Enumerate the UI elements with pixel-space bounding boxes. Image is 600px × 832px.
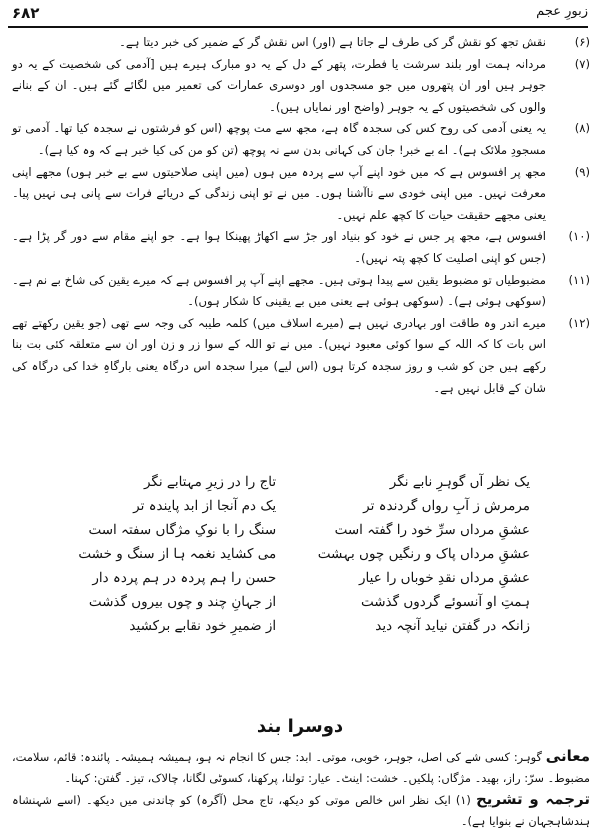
note-text: مردانہ ہمت اور بلند سرشت یا فطرت، پتھر کے دل کے یہ دو مبارک ہیرے ہیں [آدمی کی شخصیت کے یہ دو جوہر ہیں اور ان پتھروں میں جو مسجدوں اور دوسری عمارات کی تعمیر میں لگائے گئے ہیں۔ ان کے بنانے والوں کی شخصیتوں کے یہ جوہر (واضح اور نمایاں ہیں)۔ [12, 56, 546, 114]
verse-line: عشقِ مرداں نقدِ خوباں را عیار [359, 570, 530, 586]
verse-couplet [60, 518, 530, 542]
verse-line: یک دم آنجا از ابد پایندہ تر [133, 498, 277, 514]
note-number: (۸) [574, 121, 590, 136]
book-title: زبورِ عجم [536, 4, 588, 19]
verse-couplet [60, 566, 530, 590]
verse-line: زانکہ در گفتن نیاید آنچہ دید [375, 618, 530, 634]
note-item [12, 270, 590, 313]
verse-couplet [60, 542, 530, 566]
verse-line: یک نظر آں گوہرِ نابے نگر [389, 474, 530, 490]
verse-line: عشقِ مرداں پاک و رنگیں چوں بہشت [317, 546, 530, 562]
page-header [8, 4, 588, 28]
meanings-text: گوہر: کسی شے کی اصل، جوہر، خوبی، موتی۔ ابد: جس کا انجام نہ ہو، ہمیشہ ہمیشہ۔ پائندہ: قائم، سلامت، مضبوط۔ سرّ: راز، بھید۔ مژگاں: پلکیں۔ خشت: اینٹ۔ عیار: تولنا، پرکھنا، کسوٹی لگانا، چالاک، تیز۔ گفتن: کہنا۔ [12, 750, 590, 785]
verse-couplet [60, 614, 530, 638]
translation-text: (۱) ایک نظر اس خالص موتی کو دیکھ، تاج محل (آگرہ) کو چاندنی میں دیکھ۔ (اسے شہنشاہ ہندشاہجہان نے بنوایا ہے)۔ [12, 793, 590, 828]
translation-block [12, 789, 590, 832]
note-number: (۱۱) [568, 272, 590, 287]
notes-section [12, 32, 590, 399]
section-heading: دوسرا بند [256, 716, 344, 737]
verse-line: سنگ را با نوکِ مژگاں سفتہ است [88, 522, 277, 538]
meanings-label: معانی [545, 747, 590, 765]
verse-line: مرمرش ز آبِ رواں گردندہ تر [363, 498, 530, 514]
verse-couplet [60, 590, 530, 614]
verse-line: تاج را در زیرِ مہتابے نگر [143, 474, 277, 490]
persian-verses [60, 470, 530, 638]
note-number: (۱۰) [568, 229, 590, 244]
note-item [12, 313, 590, 399]
note-text: مضبوطیاں تو مضبوط یقین سے پیدا ہوتی ہیں۔ مجھے اپنے آپ پر افسوس ہے کہ میرے یقین کی شاخ بے نم ہے۔ (سوکھی ہوئی ہے)۔ (سوکھی ہوئی ہے یعنی میں بے یقینی کا شکار ہوں)۔ [12, 272, 546, 309]
note-number: (۱۲) [568, 315, 590, 330]
note-text: نقش تجھ کو نقش گر کی طرف لے جاتا ہے (اور) اس نقش گر کے ضمیر کی خبر دیتا ہے۔ [119, 35, 546, 49]
note-item [12, 226, 590, 269]
meanings-section [12, 746, 590, 832]
note-number: (۹) [574, 164, 590, 179]
note-item [12, 162, 590, 227]
translation-label: ترجمہ و تشریح [475, 790, 591, 808]
verse-line: حسن را ہم پردہ در ہم پردہ دار [92, 570, 277, 586]
note-text: یہ یعنی آدمی کی روح کس کی سجدہ گاہ ہے، مجھ سے مت پوچھ (اس کو فرشتوں نے سجدہ کیا تھا۔ آدمی تو مسجودِ ملائک ہے)۔ اے بے خبر! جان کی کہانی بدن سے نہ پوچھ (تن کو من کی کیا خبر ہے کہ وہ کیا ہے)۔ [12, 121, 546, 157]
note-text: مجھ پر افسوس ہے کہ میں خود اپنے آپ سے پردہ میں ہوں (میں اپنی صلاحیتوں سے بے خبر ہوں) مجھے اپنی معرفت نہیں۔ میں اپنی خودی سے ناآشنا ہوں۔ میں نے تو اپنی زندگی کے دریائے فرات سے پانی ہی نہیں پیا۔ یعنی مجھے حقیقت حیات کا کچھ علم نہیں۔ [12, 164, 546, 222]
note-text: میرے اندر وہ طاقت اور بہادری نہیں ہے (میرے اسلاف میں) کلمہ طیبہ کی وجہ سے تھی (جو یقین رکھتے تھے اس بات کا کہ اللہ کے سوا کوئی معبود نہیں)۔ میں نے تو اللہ کے سوا زر و زن اور ان سے متعلقہ کئی بت بنا رکھے ہیں جن کو شب و روز سجدہ کرتا ہوں (اس لیے) میرا سجدہ اس درگاہ یعنی بارگاہِ خدا کی درگاہ کی شان کے قابل نہیں ہے۔ [12, 315, 546, 395]
note-number: (۷) [574, 56, 590, 71]
verse-line: عشقِ مرداں سرِّ خود را گفتہ است [334, 522, 530, 538]
verse-line: ہمتِ او آنسوئے گردوں گذشت [360, 594, 530, 610]
note-item [12, 32, 590, 54]
verse-line: می کشاید نغمہ ہا از سنگ و خشت [78, 546, 277, 562]
verse-line: از جہانِ چند و چوں بیروں گذشت [88, 594, 277, 610]
note-item [12, 118, 590, 161]
page-number: ۶۸۲ [12, 4, 40, 22]
note-number: (۶) [574, 35, 590, 49]
verse-couplet [60, 470, 530, 494]
note-text: افسوس ہے، مجھ پر جس نے خود کو بنیاد اور جڑ سے اکھاڑ پھینکا ہوا ہے۔ جو اپنے مقام سے دور گر پڑا ہے۔ (جس کو اپنی اصلیت کا کچھ پتہ نہیں)۔ [12, 229, 546, 265]
verse-couplet [60, 494, 530, 518]
meanings-block [12, 746, 590, 789]
verse-line: از ضمیرِ خود نقابے برکشید [129, 618, 277, 634]
note-item [12, 54, 590, 119]
